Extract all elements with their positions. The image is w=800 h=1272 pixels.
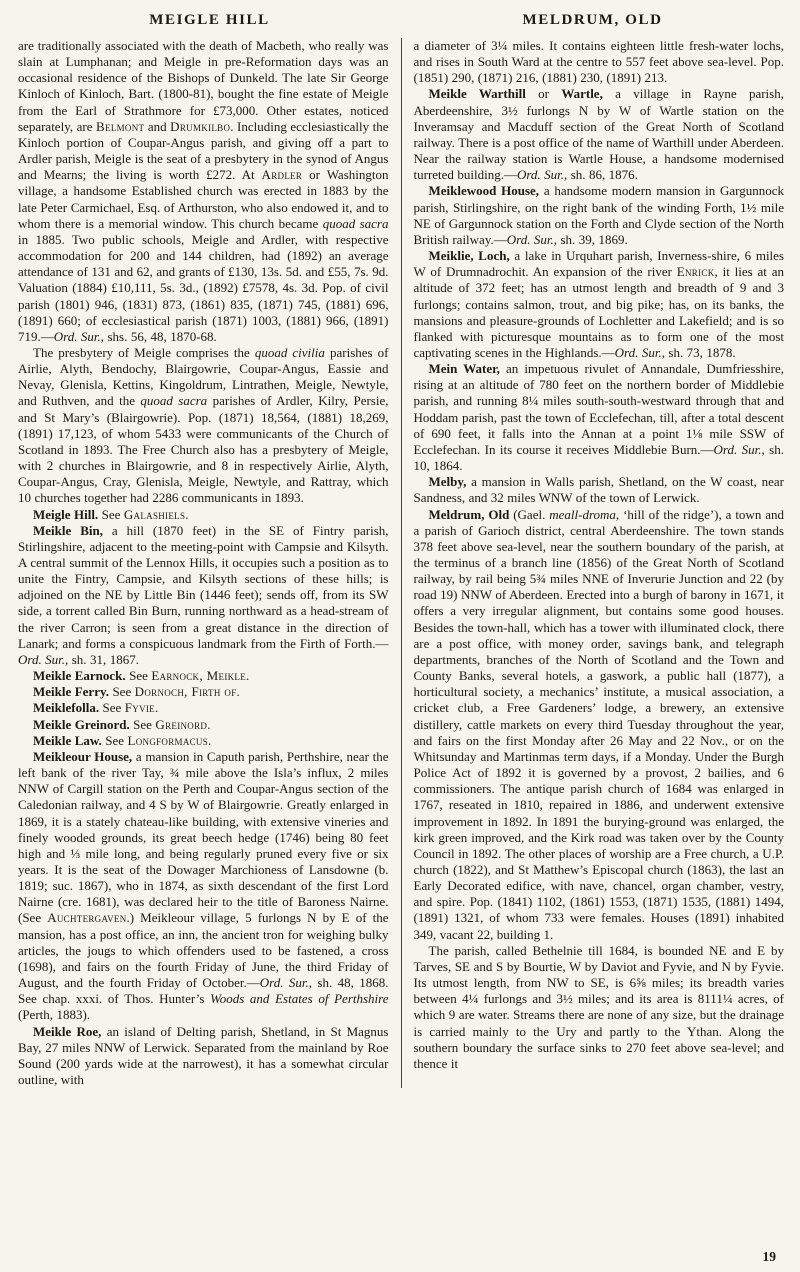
entry-headword: Meikle Warthill bbox=[428, 86, 526, 102]
entry-text: See bbox=[125, 668, 152, 684]
entry-text: Ord. Sur. bbox=[53, 328, 101, 344]
entry-text: a mansion in Walls parish, Shetland, on the W coast, near Sandness, and 32 miles WNW of the town of Lerwick. bbox=[413, 474, 784, 506]
entry-text: , sh. 48, 1868. See chap. xxxi. of Thos. Hunter’s bbox=[18, 975, 389, 1007]
entry-text: , shs. 56, 48, 1870-68. bbox=[100, 328, 217, 344]
entry-headword: Melby, bbox=[428, 474, 467, 490]
entry-meikle-greinord bbox=[18, 717, 389, 733]
entry-headword: Meiklie, Loch, bbox=[428, 248, 510, 264]
entry-text: , sh. 39, 1869. bbox=[553, 231, 628, 247]
entry-text: and bbox=[144, 118, 171, 134]
entry-text: a hill (1870 feet) in the SE of Fintry parish, Stirlingshire, adjacent to the meeting-point with Campsie and Kilsyth. A central summit of the Lennox Hills, it occupies such a position as to unite the Fintry, Campsie, and Kilsyth sections of these hills; is adjoined on the NE by Little Bin (1446 feet); sends off, from its SW side, a torrent called Bin Burn, running northward as a head-stream of the river Carron; is seen from a great distance in the direction of Lanark; and forms a conspicuous landmark from the Firth of Forth.— bbox=[18, 522, 389, 651]
entry-text: parishes of Ardler, Kilry, Persie, and St Mary’s (Blairgowrie). Pop. (1871) 18,564, (1881) 18,269, (1891) 17,123, of whom 5433 were communicants of the Church of Scotland in 1893. The Free Church also has a presbytery of Meigle, with 2 churches in Blairgowrie, and 8 in respectively Airlie, Alyth, Coupar-Angus, Cray, Glenisla, Meigle, Newtyle, and Rattray, which 10 churches together had 2286 communicants in 1893. bbox=[18, 393, 389, 506]
running-heads bbox=[18, 12, 784, 29]
entry-text: See bbox=[129, 716, 156, 732]
entry-text: The parish, called Bethelnie till 1684, is bounded NE and E by Tarves, SE and S by Bourtie, W by Daviot and Fyvie, and N by Fyvie. Its utmost length, from NW to SE, is 6⅝ miles; its breadth varies between 4¼ furlongs and 3½ miles; and its area is 8111¼ acres, of which 9 are water. Streams there are none of any size, but the drainage is carried mainly to the Ury and partly to the Ythan. Along the southern boundary the surface sinks to 270 feet above sea-level; and thence it bbox=[413, 942, 784, 1071]
entry-headword: Meikle Law. bbox=[33, 732, 102, 748]
entry-text: in 1885. Two public schools, Meigle and Ardler, with respective accommodation for 200 and 144 children, had (1892) an average attendance of 131 and 62, and grants of £130, 13s. 5d. and £55, 7s. 9d. Valuation (1884) £10,111, 5s. 3d., (1892) £7578, 4s. 3d. Pop. of civil parish (1801) 946, (1831) 873, (1861) 835, (1871) 745, (1881) 696, (1891) 660; of ecclesiastical parish (1871) 1003, (1881) 966, (1891) 719.— bbox=[18, 231, 389, 344]
entry-text: quoad sacra bbox=[322, 215, 389, 231]
right-column bbox=[402, 38, 785, 1088]
entry-meigle-continuation bbox=[18, 38, 389, 345]
right-running-head: MELDRUM, OLD bbox=[522, 12, 663, 28]
entry-text: an impetuous rivulet of Annandale, Dumfriesshire, rising at an altitude of 780 feet on the northern border of Middlebie parish, and running 8¼ miles south-south-westward through that and Hoddam parish, past the town of Ecclefechan, till, after a total descent of 690 feet, it falls into the Annan at a point 1⅛ mile SSW of Ecclefechan. In its course it receives Middlebie Burn.— bbox=[413, 361, 784, 457]
entry-headword: Meiklewood House, bbox=[428, 183, 540, 199]
entry-meiklie-loch bbox=[414, 248, 785, 361]
entry-text: meall-droma bbox=[549, 506, 616, 522]
entry-text: . bbox=[246, 668, 250, 684]
entry-text: Ord. Sur. bbox=[516, 167, 565, 183]
text-columns bbox=[18, 38, 784, 1088]
entry-text: an island of Delting parish, Shetland, in St Magnus Bay, 27 miles NNW of Lerwick. Separated from the mainland by Roe Sound (200 yards wide at the narrowest), it has a somewhat circular outline, with bbox=[18, 1023, 389, 1087]
entry-meikle-roe bbox=[18, 1024, 389, 1089]
entry-headword: Meikleour House, bbox=[33, 748, 133, 764]
entry-text: See bbox=[109, 684, 135, 700]
cross-reference: Greinord bbox=[155, 716, 208, 732]
entry-headword: Meikle Roe, bbox=[33, 1023, 102, 1039]
entry-headword: Mein Water, bbox=[428, 361, 500, 377]
entry-text: .) Meikleour village, 5 furlongs N by E of the mansion, has a post office, an inn, the ancient tron for weighing bulky articles, the jougs to which offenders used to be fastened, a cross (1698), and fairs on the fourth Friday of June, the third Friday of August, and the fourth Friday of October.— bbox=[18, 910, 389, 991]
entry-text: . bbox=[208, 732, 212, 748]
entry-text: quoad civilia bbox=[254, 344, 325, 360]
entry-text: a village in Rayne parish, Aberdeenshire, 3½ furlongs N by W of Wartle station on the Inveramsay and Macduff section of the Great North of Scotland railway. There is a post office of the name of Warthill under Aberdeen. Near the railway station is Wartle House, a handsome modernised turreted building.— bbox=[413, 86, 784, 183]
entry-text: The presbytery of Meigle comprises the bbox=[33, 344, 255, 360]
entry-text: Ord. Sur. bbox=[506, 231, 554, 247]
cross-reference: Galashiels bbox=[123, 506, 186, 522]
entry-headword: Meldrum, Old bbox=[428, 506, 510, 522]
entry-text: . bbox=[185, 506, 189, 522]
entry-text: (Perth, 1883). bbox=[18, 1007, 91, 1023]
cross-reference: Ardler bbox=[261, 167, 303, 183]
entry-meikle-bin bbox=[18, 523, 389, 668]
entry-headword: Meigle Hill. bbox=[33, 506, 99, 522]
entry-text: , sh. 10, 1864. bbox=[413, 441, 784, 474]
left-running-head: MEIGLE HILL bbox=[149, 12, 270, 28]
cross-reference: Fyvie bbox=[124, 700, 155, 716]
entry-headword: Meikle Ferry. bbox=[33, 684, 109, 700]
entry-headword: Meiklefolla. bbox=[33, 700, 100, 716]
entry-meikle-law bbox=[18, 733, 389, 749]
entry-text: See bbox=[98, 506, 124, 522]
cross-reference: Longformacus bbox=[127, 732, 209, 748]
entry-meikle-warthill bbox=[414, 86, 785, 183]
entry-text: are traditionally associated with the death of Macbeth, who really was slain at Lumphanan; and Meigle in pre-Reformation days was an occasional residence of the Bishops of Dunkeld. The late Sir George Kinloch of Kinloch, Bart. (1800-81), bought the fine estate of Meigle from the Earl of Strathmore for £73,000. Other estates, noticed separately, are bbox=[18, 38, 389, 134]
entry-text: , sh. 86, 1876. bbox=[564, 167, 638, 183]
entry-text: Ord. Sur. bbox=[713, 441, 762, 457]
entry-text: a diameter of 3¼ miles. It contains eighteen little fresh-water lochs, and rises in South Ward at the centre to 557 feet above sea-level. Pop. (1851) 290, (1871) 216, (1881) 230, (1891) 213. bbox=[413, 38, 784, 86]
cross-reference: Earnock, Meikle bbox=[151, 668, 247, 684]
cross-reference: Dornoch, Firth of bbox=[134, 684, 237, 700]
entry-presbytery-of-meigle bbox=[18, 345, 389, 507]
entry-text: or Washington village, a handsome Established church was erected in 1883 by the late Peter Carmichael, Esq. of Arthurston, who also endowed it, and to whom there is a memorial window. This church became bbox=[18, 167, 389, 231]
left-column bbox=[18, 38, 402, 1088]
page-number: 19 bbox=[762, 1249, 776, 1264]
entry-meikle-earnock bbox=[18, 668, 389, 684]
entry-text: . Including ecclesiastically the Kinloch portion of Coupar-Angus parish, and giving off a part to Ardler parish, Meigle is the seat of a presbytery in the synod of Angus and Mearns; the living is worth £272. At bbox=[18, 118, 389, 183]
entry-text: , sh. 31, 1867. bbox=[65, 651, 139, 667]
entry-headword: Meikle Greinord. bbox=[33, 716, 130, 732]
entry-text: Ord. Sur. bbox=[18, 651, 66, 667]
entry-text: . bbox=[236, 684, 240, 700]
entry-text: , it lies at an altitude of 372 feet; has an utmost length and breadth of 9 and 3 furlongs; contains salmon, trout, and big pike; has, on its banks, the mansions and pleasure-grounds of Lochletter and Lakefield; and is so flanked with picturesque mountains as to form one of the most captivating scenes in the Highlands.— bbox=[413, 264, 784, 360]
entry-text: a mansion in Caputh parish, Perthshire, near the left bank of the river Tay, ¾ mile above the Isla’s influx, 2 miles NNW of Cargill station on the Perth and Coupar-Angus section of the Caledonian railway, and 4 S by W of Blairgowrie. Greatly enlarged in 1869, it is a stately chateau-like building, with extensive vineries and finely wooded grounds, its great beech hedge (1746) being 80 feet high and ⅓ mile long, and being regularly pruned every five or six years. It is the seat of the Dowager Marchioness of Lansdowne (b. 1819; suc. 1867), who in 1874, as sixth descendant of the first Lord Nairne (cre. 1681), was declared heir to the title of Baroness Nairne. (See bbox=[18, 748, 389, 926]
entry-meikle-roe-continued bbox=[414, 38, 785, 86]
entry-text: or bbox=[525, 86, 562, 102]
cross-reference: Belmont bbox=[96, 118, 145, 134]
entry-text: Ord. Sur. bbox=[259, 975, 309, 991]
entry-meiklefolla bbox=[18, 700, 389, 716]
entry-text: Woods and Estates of Perthshire bbox=[210, 991, 389, 1007]
entry-meikle-ferry bbox=[18, 684, 389, 700]
cross-reference: Drumkilbo bbox=[170, 118, 231, 134]
entry-headword: Meikle Bin, bbox=[33, 522, 103, 538]
entry-meiklewood-house bbox=[414, 183, 785, 248]
entry-text: Ord. Sur. bbox=[614, 344, 662, 360]
entry-text: See bbox=[99, 700, 125, 716]
entry-meldrum-old bbox=[414, 507, 785, 943]
entry-text: a handsome modern mansion in Gargunnock parish, Stirlingshire, on the right bank of the winding Forth, 1½ mile NE of Gargunnock station on the Forth and Clyde section of the North British railway.— bbox=[413, 183, 784, 247]
entry-melby bbox=[414, 474, 785, 506]
entry-meigle-hill bbox=[18, 507, 389, 523]
entry-text: See bbox=[101, 732, 128, 748]
entry-meikleour-house bbox=[18, 749, 389, 1024]
entry-mein-water bbox=[414, 361, 785, 474]
cross-reference: Enrick bbox=[676, 264, 715, 280]
entry-headword: Wartle, bbox=[561, 86, 603, 102]
entry-text: . bbox=[207, 716, 211, 732]
entry-text: . bbox=[154, 700, 159, 716]
entry-text: parishes of Airlie, Alyth, Bendochy, Blairgowrie, Coupar-Angus, Eassie and Nevay, Glenisla, Kettins, Kingoldrum, Lintrathen, Meigle, Newtyle, and Ruthven, and the bbox=[18, 344, 389, 409]
entry-meldrum-parish bbox=[414, 943, 785, 1072]
entry-text: quoad sacra bbox=[140, 393, 208, 409]
entry-text: (Gael. bbox=[509, 506, 550, 522]
entry-text: , ‘hill of the ridge’), a town and a parish of Garioch district, central Aberdeenshire. The town stands 378 feet above sea-level, near the southern boundary of the parish, at the terminus of a branch line (1856) of the Great North of Scotland railway, by rail being 5¾ miles NNE of Inverurie Junction and 22 (by road 19) NNW of Aberdeen. Erected into a burgh of barony in 1671, it offers a very irregular alignment, but contains some good houses. Besides the town-hall, which has a tower with illuminated clock, there are a post office, with money order, savings bank, and telegraph departments, branches of the North of Scotland and the Town and County Banks, several hotels, a gaswork, a public hall (1877), a horticultural society, a mechanics’ institute, a musical association, a cricket club, a Free Gardeners’ lodge, a brewery, an extensive distillery, cattle markets on every third Tuesday throughout the year, and fairs on the first Monday after 26 May and 22 Nov., or on the Whitsunday and Martinmas term days, if a Monday. Under the Burgh Police Act of 1892 it is governed by a provost, 2 bailies, and 6 commissioners. The antique parish church of 1684 was enlarged in 1767, reseated in 1810, repaired in 1886, and underwent extensive improvement in 1892. In 1891 the burying-ground was enlarged, the kirk green improved, and the Kirk road was taken over by the County Council in 1892. The other places of worship are a Free church, a U.P. church (1822), and St Matthew’s Episcopal church (1863), the last an Early Decorated edifice, with nave, chancel, organ chamber, vestry, and spire. Pop. (1841) 1102, (1861) 1553, (1871) 1535, (1881) 1494, (1891) 1321, of whom 733 were females. Houses (1891) inhabited 349, vacant 22, building 1. bbox=[413, 506, 784, 942]
cross-reference: Auchtergaven bbox=[47, 910, 127, 926]
entry-text: a lake in Urquhart parish, Inverness-shire, 6 miles W of Drumnadrochit. An expansion of the river bbox=[413, 248, 784, 280]
entry-headword: Meikle Earnock. bbox=[33, 668, 126, 684]
entry-text: , sh. 73, 1878. bbox=[661, 344, 736, 360]
